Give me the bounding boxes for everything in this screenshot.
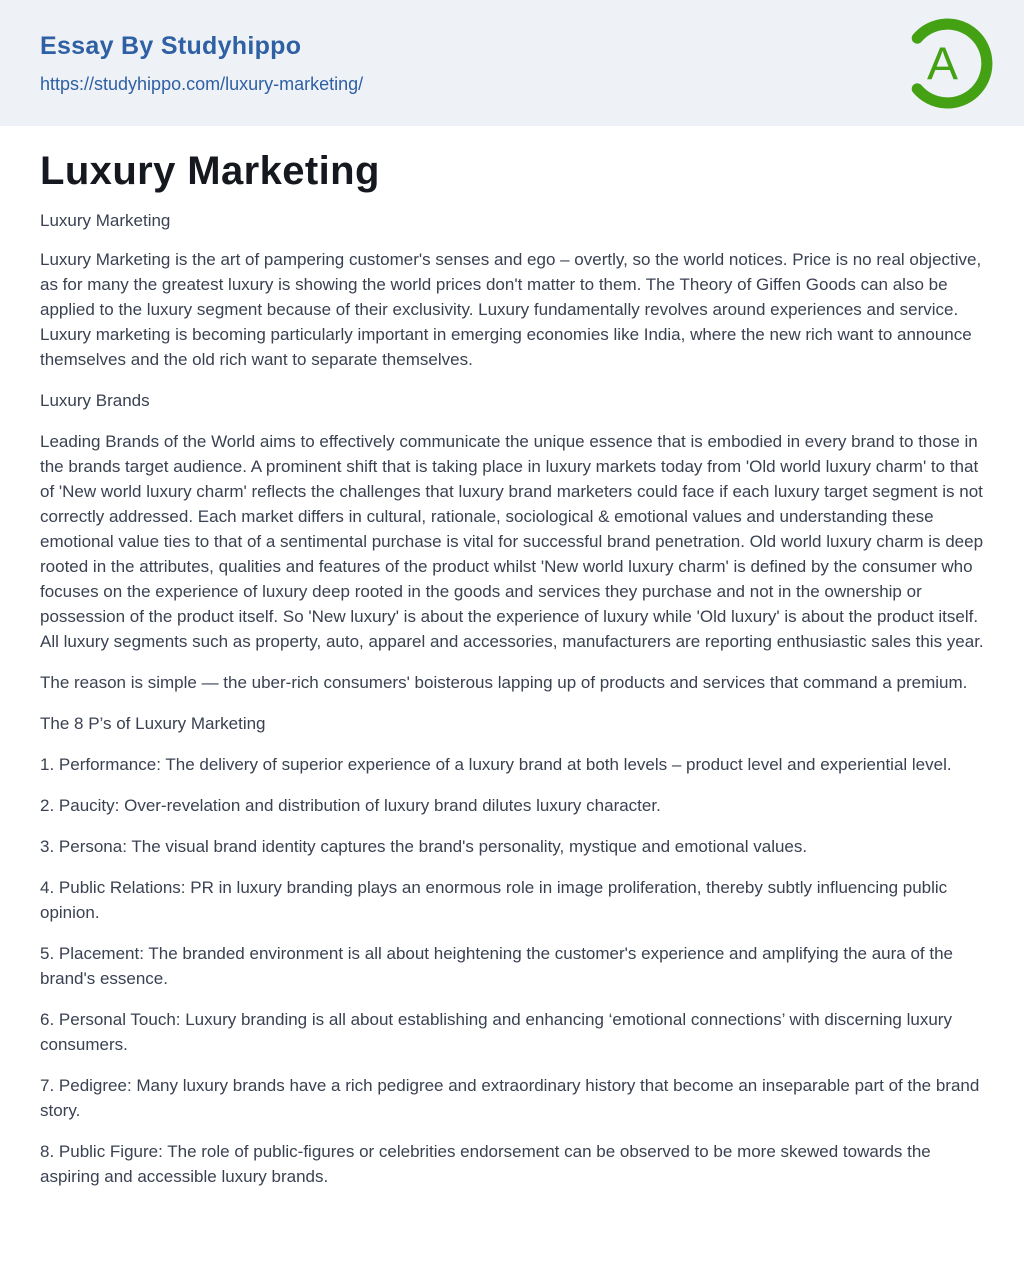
paragraph: 3. Persona: The visual brand identity captures the brand's personality, mystique and emotional values. — [40, 837, 808, 856]
article-body — [40, 247, 984, 1189]
paragraph: 7. Pedigree: Many luxury brands have a rich pedigree and extraordinary history that become an inseparable part of the brand story. — [40, 1076, 980, 1120]
paragraph: The 8 P’s of Luxury Marketing — [40, 714, 266, 733]
header-text-block — [40, 32, 363, 95]
paragraph: The reason is simple — the uber-rich consumers' boisterous lapping up of products and services that command a premium. — [40, 673, 968, 692]
paragraph: 4. Public Relations: PR in luxury branding plays an enormous role in image proliferation, thereby subtly influencing public opinion. — [40, 878, 948, 922]
paragraph: 8. Public Figure: The role of public-figures or celebrities endorsement can be observed to be more skewed towards the aspiring and accessible luxury brands. — [40, 1142, 931, 1186]
article — [0, 126, 1024, 1189]
logo-letter: A — [926, 37, 958, 90]
paragraph: 5. Placement: The branded environment is all about heightening the customer's experience and amplifying the aura of the brand's essence. — [40, 944, 953, 988]
studyhippo-logo-icon — [901, 17, 994, 110]
paragraph: Leading Brands of the World aims to effectively communicate the unique essence that is embodied in every brand to those in the brands target audience. A prominent shift that is taking place in luxury markets today from 'Old world luxury charm' to that of 'New world luxury charm' reflects the challenges that luxury brand marketers could face if each luxury target segment is not correctly addressed. Each market differs in cultural, rationale, sociological & emotional values and understanding these emotional value ties to that of a sentimental purchase is vital for successful brand penetration. Old world luxury charm is deep rooted in the attributes, qualities and features of the product whilst 'New world luxury charm' is defined by the consumer who focuses on the experience of luxury deep rooted in the goods and services they purchase and not in the ownership or possession of the product itself. So 'New luxury' is about the experience of luxury while 'Old luxury' is about the product itself. All luxury segments such as property, auto, apparel and accessories, manufacturers are reporting enthusiastic sales this year. — [40, 432, 984, 651]
paragraph: Luxury Brands — [40, 391, 150, 410]
source-url-link[interactable]: https://studyhippo.com/luxury-marketing/ — [40, 73, 364, 94]
paragraph: 6. Personal Touch: Luxury branding is all about establishing and enhancing ‘emotional connections’ with discerning luxury consumers. — [40, 1010, 952, 1054]
article-subtitle: Luxury Marketing — [40, 211, 171, 230]
essay-source-title: Essay By Studyhippo — [40, 31, 302, 60]
paragraph: Luxury Marketing is the art of pampering customer's senses and ego – overtly, so the world notices. Price is no real objective, as for many the greatest luxury is showing the world prices don't matter to them. The Theory of Giffen Goods can also be applied to the luxury segment because of their exclusivity. Luxury fundamentally revolves around experiences and service. Luxury marketing is becoming particularly important in emerging economies like India, where the new rich want to announce themselves and the old rich want to separate themselves. — [40, 250, 982, 369]
page-header — [0, 0, 1024, 126]
paragraph: 2. Paucity: Over-revelation and distribution of luxury brand dilutes luxury character. — [40, 796, 661, 815]
paragraph: 1. Performance: The delivery of superior experience of a luxury brand at both levels – product level and experiential level. — [40, 755, 952, 774]
page-title: Luxury Marketing — [40, 149, 380, 193]
